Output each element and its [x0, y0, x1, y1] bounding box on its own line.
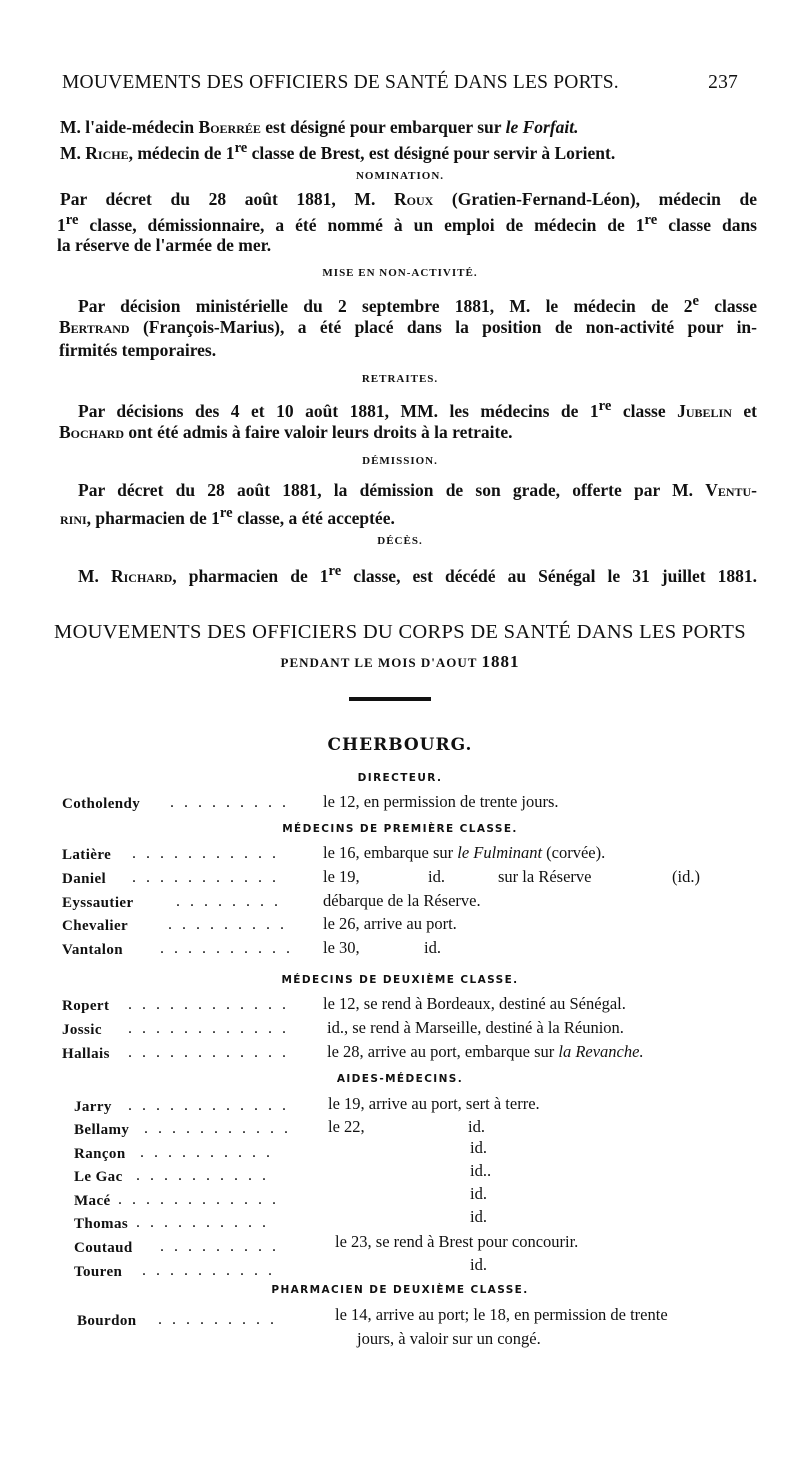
- entry-detail: le 23, se rend à Brest pour concourir.: [335, 1232, 579, 1251]
- text: M. l'aide-médecin: [60, 117, 199, 137]
- city-heading: CHERBOURG.: [327, 735, 473, 755]
- entry-detail: le 22,: [328, 1117, 365, 1136]
- nomination-line-2: [57, 212, 757, 236]
- entry-detail: id., se rend à Marseille, destiné à la Réunion.: [327, 1018, 624, 1037]
- superscript: e: [692, 293, 699, 309]
- entry-name: Daniel: [62, 871, 107, 887]
- group-heading-aides-medecins: AIDES-MÉDECINS.: [336, 1073, 464, 1085]
- superscript: re: [644, 212, 658, 228]
- entry-name: Bellamy: [74, 1122, 130, 1138]
- leader-dots: . . . . . . . . . . . .: [118, 1191, 279, 1208]
- entry-name: Ropert: [62, 998, 110, 1014]
- entry-detail: le 12, en permission de trente jours.: [323, 792, 559, 811]
- person-name: Bertrand: [59, 317, 130, 337]
- entry-name: Hallais: [62, 1046, 110, 1062]
- retraites-line-1: [78, 398, 757, 422]
- nomination-line-1: [60, 189, 757, 210]
- text: Par décret du 28 août 1881, la démission de son grade, offerte par M.: [78, 480, 706, 500]
- entry-detail: le 14, arrive au port; le 18, en permission de trente: [335, 1305, 668, 1324]
- entry-detail: id.: [428, 867, 445, 886]
- entry-detail: le 19, arrive au port, sert à terre.: [328, 1094, 540, 1113]
- entry-name: Le Gac: [74, 1169, 123, 1185]
- person-name: Riche: [85, 142, 129, 163]
- person-name: rini: [60, 507, 87, 528]
- text: Par décret du 28 août 1881, M.: [60, 189, 394, 209]
- section-subtitle: [0, 652, 800, 672]
- text: et: [731, 400, 757, 421]
- leader-dots: . . . . . . . . . . . .: [128, 1044, 289, 1061]
- leader-dots: . . . . . . . .: [176, 893, 281, 910]
- leader-dots: . . . . . . . . . .: [160, 940, 293, 957]
- entry-name: Vantalon: [62, 942, 124, 958]
- entry-detail: le 19,: [323, 867, 360, 886]
- leader-dots: . . . . . . . . . .: [136, 1214, 269, 1231]
- person-name: Bochard: [59, 422, 125, 442]
- intro-line-2: [60, 140, 615, 164]
- retraites-line-2: [59, 422, 513, 443]
- entry-name: Macé: [74, 1193, 111, 1209]
- section-heading-non-activite: MISE EN NON-ACTIVITÉ.: [322, 267, 478, 279]
- leader-dots: . . . . . . . . . .: [140, 1144, 273, 1161]
- person-name: Boerrée: [198, 117, 261, 137]
- leader-dots: . . . . . . . . .: [168, 916, 287, 933]
- entry-detail: jours, à valoir sur un congé.: [357, 1329, 541, 1348]
- text: , médecin de 1: [128, 142, 235, 163]
- text: est désigné pour embarquer sur: [260, 117, 506, 137]
- demission-line-2: [60, 505, 395, 529]
- text: ont été admis à faire valoir leurs droits à la retraite.: [124, 422, 513, 442]
- entry-detail: [323, 843, 605, 863]
- section-title: MOUVEMENTS DES OFFICIERS DU CORPS DE SANTÉ DANS LES PORTS: [54, 621, 746, 643]
- group-heading-pharmacien: PHARMACIEN DE DEUXIÈME CLASSE.: [271, 1284, 529, 1296]
- section-heading-deces: DÉCÈS.: [377, 535, 423, 547]
- intro-line-1: [60, 117, 579, 138]
- text: classe dans: [657, 214, 757, 235]
- entry-name: Latière: [62, 847, 112, 863]
- leader-dots: . . . . . . . . . . .: [144, 1120, 291, 1137]
- text: , pharmacien de 1: [172, 565, 329, 586]
- leader-dots: . . . . . . . . . .: [136, 1167, 269, 1184]
- ship-name: le Fulminant: [457, 843, 543, 862]
- section-heading-retraites: RETRAITES.: [361, 373, 439, 385]
- entry-detail: (id.): [672, 867, 700, 886]
- text: (Gratien-Fernand-Léon), médecin de: [433, 189, 758, 209]
- person-name: Ventu-: [705, 480, 757, 500]
- leader-dots: . . . . . . . . . . . .: [128, 1097, 289, 1114]
- superscript: re: [65, 212, 79, 228]
- entry-name: Touren: [74, 1264, 123, 1280]
- leader-dots: . . . . . . . . .: [158, 1311, 277, 1328]
- text: Par décisions des 4 et 10 août 1881, MM. les médecins de 1: [78, 400, 599, 421]
- leader-dots: . . . . . . . . . .: [142, 1262, 275, 1279]
- entry-detail: id..: [470, 1161, 492, 1180]
- section-heading-demission: DÉMISSION.: [362, 455, 438, 467]
- entry-detail: id.: [470, 1255, 487, 1274]
- leader-dots: . . . . . . . . . . . .: [128, 996, 289, 1013]
- text: 1: [57, 214, 66, 235]
- entry-detail: le 30,: [323, 938, 360, 957]
- superscript: re: [219, 505, 233, 521]
- group-heading-directeur: DIRECTEUR.: [357, 772, 443, 784]
- ship-name: le Forfait.: [505, 117, 579, 137]
- text: (corvée).: [542, 843, 606, 862]
- entry-name: Coutaud: [74, 1240, 133, 1256]
- non-activite-line-1: [78, 293, 757, 317]
- text: M.: [78, 565, 111, 586]
- text: Par décision ministérielle du 2 septembre 1881, M. le médecin de 2: [78, 295, 693, 316]
- text: classe, est décédé au Sénégal le 31 juillet 1881.: [341, 565, 757, 586]
- demission-line-1: [78, 480, 757, 501]
- entry-detail: id.: [424, 938, 441, 957]
- entry-detail: id.: [470, 1138, 487, 1157]
- entry-detail: le 12, se rend à Bordeaux, destiné au Sénégal.: [323, 994, 626, 1013]
- superscript: re: [234, 140, 248, 156]
- entry-name: Bourdon: [77, 1313, 137, 1329]
- entry-detail: le 26, arrive au port.: [323, 914, 457, 933]
- page-number: 237: [708, 72, 738, 93]
- divider-rule: [349, 697, 431, 701]
- person-name: Roux: [393, 189, 434, 209]
- text: classe: [611, 400, 678, 421]
- entry-name: Eyssautier: [62, 895, 134, 911]
- leader-dots: . . . . . . . . .: [160, 1238, 279, 1255]
- entry-name: Jossic: [62, 1022, 102, 1038]
- section-heading-nomination: NOMINATION.: [355, 170, 445, 182]
- leader-dots: . . . . . . . . .: [170, 794, 289, 811]
- text: classe, démissionnaire, a été nommé à un emploi de médecin de 1: [78, 214, 645, 235]
- entry-detail: id.: [470, 1184, 487, 1203]
- group-heading-premiere-classe: MÉDECINS DE PREMIÈRE CLASSE.: [282, 823, 518, 835]
- leader-dots: . . . . . . . . . . . .: [128, 1020, 289, 1037]
- subtitle-text: PENDANT LE MOIS D'AOUT: [280, 655, 478, 670]
- non-activite-line-2: [59, 317, 757, 338]
- leader-dots: . . . . . . . . . . .: [132, 845, 279, 862]
- text: le 16, embarque sur: [323, 843, 458, 862]
- header-title: MOUVEMENTS DES OFFICIERS DE SANTÉ DANS LES PORTS.: [62, 72, 619, 93]
- text: (François-Marius), a été placé dans la position de non-activité pour in-: [129, 317, 757, 337]
- deces-line-1: [78, 563, 757, 587]
- non-activite-line-3: firmités temporaires.: [59, 340, 217, 360]
- entry-detail: [327, 1042, 644, 1062]
- nomination-line-3: la réserve de l'armée de mer.: [57, 235, 272, 255]
- superscript: re: [328, 563, 342, 579]
- leader-dots: . . . . . . . . . . .: [132, 869, 279, 886]
- entry-name: Jarry: [74, 1099, 112, 1115]
- group-heading-deuxieme-classe: MÉDECINS DE DEUXIÈME CLASSE.: [281, 974, 519, 986]
- superscript: re: [598, 398, 612, 414]
- subtitle-year: 1881: [481, 652, 520, 671]
- text: classe: [698, 295, 757, 316]
- text: M.: [60, 142, 86, 163]
- text: le 28, arrive au port, embarque sur: [327, 1042, 559, 1061]
- entry-detail: id.: [470, 1207, 487, 1226]
- person-name: Richard: [110, 565, 173, 586]
- text: , pharmacien de 1: [86, 507, 220, 528]
- entry-detail: id.: [468, 1117, 485, 1136]
- entry-detail: débarque de la Réserve.: [323, 891, 481, 910]
- person-name: Jubelin: [677, 400, 732, 421]
- text: classe, a été acceptée.: [232, 507, 395, 528]
- entry-detail: sur la Réserve: [498, 867, 592, 886]
- entry-name: Thomas: [74, 1216, 129, 1232]
- ship-name: la Revanche.: [558, 1042, 644, 1061]
- entry-name: Cotholendy: [62, 796, 141, 812]
- text: classe de Brest, est désigné pour servir à Lorient.: [247, 142, 616, 163]
- entry-name: Rançon: [74, 1146, 126, 1162]
- entry-name: Chevalier: [62, 918, 129, 934]
